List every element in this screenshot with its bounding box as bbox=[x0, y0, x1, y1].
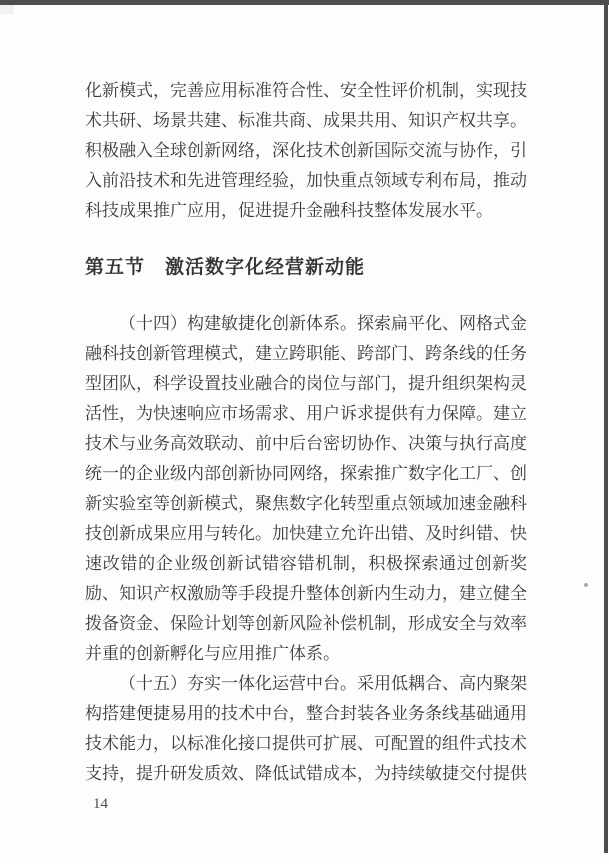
paragraph-item-15: （十五）夯实一体化运营中台。采用低耦合、高内聚架构搭建便捷易用的技术中台，整合封装各业务条线基础通用技术能力，以标准化接口提供可扩展、可配置的组件式技术支持，提升研发质效、降低试错成本，为持续敏捷交付提供 bbox=[85, 674, 527, 783]
section-heading: 第五节 激活数字化经营新动能 bbox=[85, 257, 366, 278]
scan-speck-artifact bbox=[584, 583, 588, 587]
scan-corner-notch bbox=[0, 5, 14, 14]
scan-right-edge bbox=[604, 5, 608, 853]
scan-top-edge bbox=[0, 0, 609, 5]
page-number: 14 bbox=[93, 796, 108, 812]
body-text-column bbox=[85, 76, 527, 789]
continuation-paragraph: 化新模式，完善应用标准符合性、安全性评价机制，实现技术共研、场景共建、标准共商、成果共用、知识产权共享。积极融入全球创新网络，深化技术创新国际交流与协作，引入前沿技术和先进管理经验，加快重点领域专利布局，推动科技成果推广应用，促进提升金融科技整体发展水平。 bbox=[85, 81, 527, 220]
paragraph-item-14: （十四）构建敏捷化创新体系。探索扁平化、网格式金融科技创新管理模式，建立跨职能、跨部门、跨条线的任务型团队，科学设置技业融合的岗位与部门，提升组织架构灵活性，为快速响应市场需求、用户诉求提供有力保障。建立技术与业务高效联动、前中后台密切协作、决策与执行高度统一的企业级内部创新协同网络，探索推广数字化工厂、创新实验室等创新模式，聚焦数字化转型重点领域加速金融科技创新成果应用与转化。加快建立允许出错、及时纠错、快速改错的企业级创新试错容错机制，积极探索通过创新奖励、知识产权激励等手段提升整体创新内生动力，建立健全拨备资金、保险计划等创新风险补偿机制，形成安全与效率并重的创新孵化与应用推广体系。 bbox=[85, 314, 527, 663]
